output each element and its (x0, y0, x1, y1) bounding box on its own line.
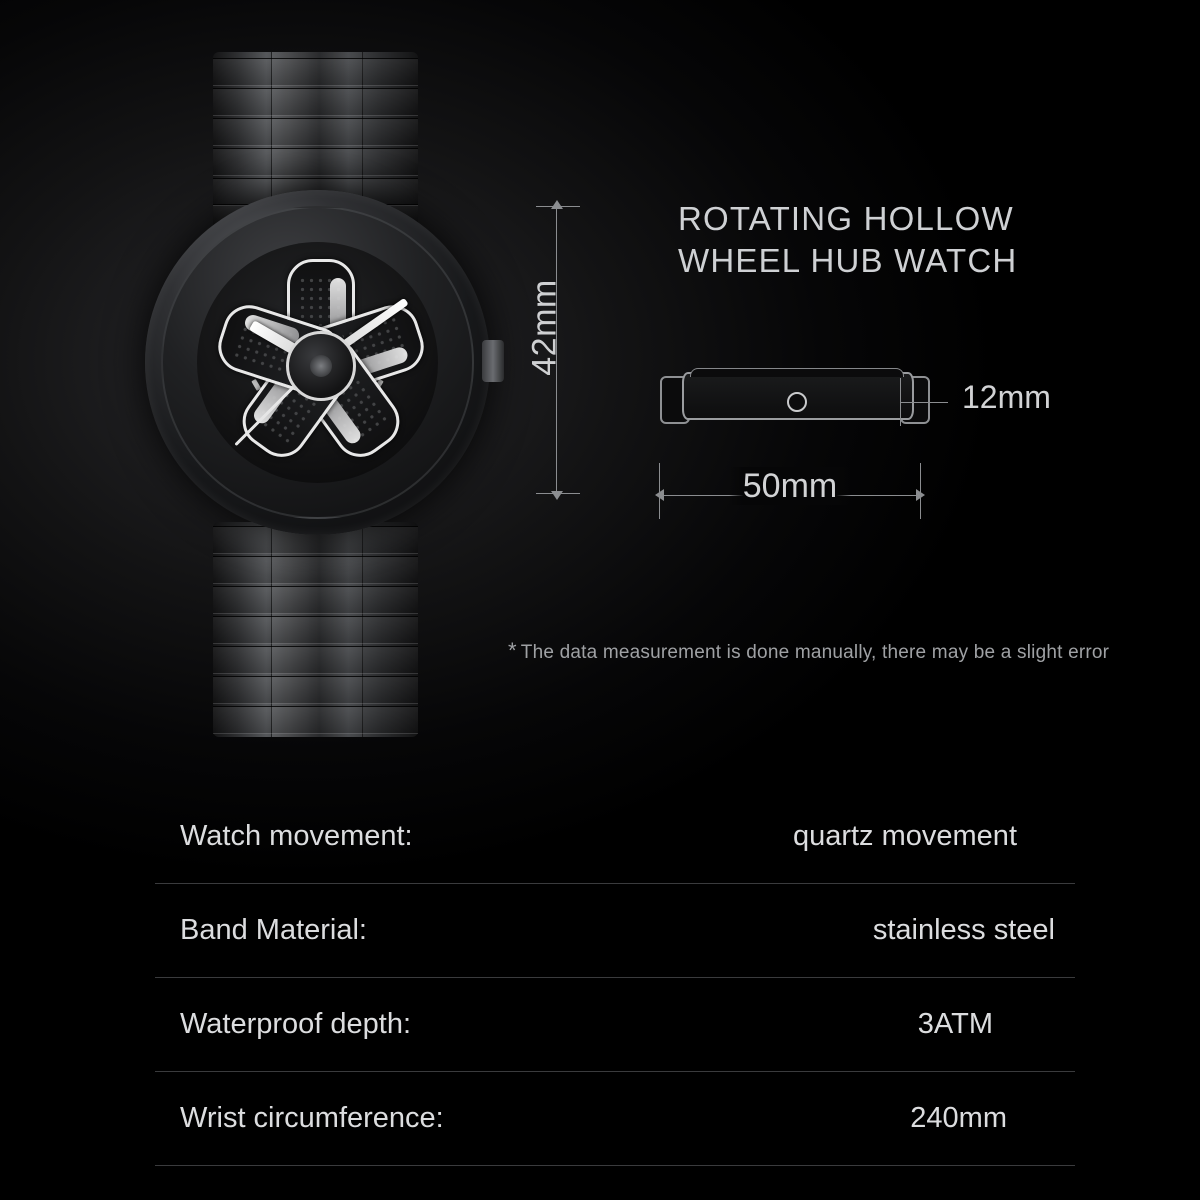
arrow-down-icon (551, 491, 563, 500)
dimension-line (900, 402, 948, 403)
disclaimer-text: The data measurement is done manually, there may be a slight error (520, 642, 1110, 663)
band-link (213, 88, 418, 116)
watch-band-lower (213, 522, 418, 737)
case-center-dot (787, 392, 807, 412)
spec-label: Waterproof depth: (180, 1008, 412, 1040)
product-title-line-1: ROTATING HOLLOW (678, 200, 1014, 237)
spec-label: Wrist circumference: (180, 1102, 444, 1134)
watch-case (145, 190, 490, 535)
watch-bezel (161, 206, 474, 519)
case-glass-profile (690, 368, 904, 377)
table-row (155, 1072, 1075, 1166)
lug-width-text: 50mm (729, 467, 851, 505)
spec-value: 3ATM (917, 1008, 993, 1040)
watch-dial (197, 242, 438, 483)
wheel-hub-center (286, 331, 356, 401)
band-link (213, 616, 418, 644)
band-link (213, 148, 418, 176)
band-link (213, 586, 418, 614)
band-link (213, 676, 418, 704)
spec-value: quartz movement (792, 820, 1017, 852)
specification-table (155, 790, 1075, 1166)
arrow-up-icon (551, 200, 563, 209)
product-title-line-2: WHEEL HUB WATCH (678, 242, 1018, 280)
watch-side-profile-illustration (660, 362, 930, 437)
spec-label: Watch movement: (180, 820, 413, 852)
table-row (155, 978, 1075, 1072)
case-diameter-label: 42mm (525, 279, 564, 376)
lug-width-dimension (655, 455, 925, 525)
hour-marker (418, 424, 430, 434)
band-link (213, 646, 418, 674)
spec-label: Band Material: (180, 914, 367, 946)
measurement-disclaimer (508, 638, 1109, 664)
band-link (213, 118, 418, 146)
band-link (213, 58, 418, 86)
lug-width-label (655, 467, 925, 506)
table-row (155, 790, 1075, 884)
watch-crown (482, 340, 504, 382)
spec-value: 240mm (910, 1102, 1007, 1134)
case-thickness-label: 12mm (962, 379, 1051, 415)
product-title (678, 198, 1017, 282)
spec-value: stainless steel (872, 914, 1055, 946)
band-link (213, 556, 418, 584)
hub-cap (310, 355, 332, 377)
band-link (213, 706, 418, 734)
watch-product-image (135, 30, 505, 730)
asterisk-icon: * (508, 638, 517, 663)
hour-marker (205, 424, 217, 434)
case-diameter-dimension (520, 200, 610, 500)
case-thickness-dimension (900, 368, 1120, 438)
table-row (155, 884, 1075, 978)
